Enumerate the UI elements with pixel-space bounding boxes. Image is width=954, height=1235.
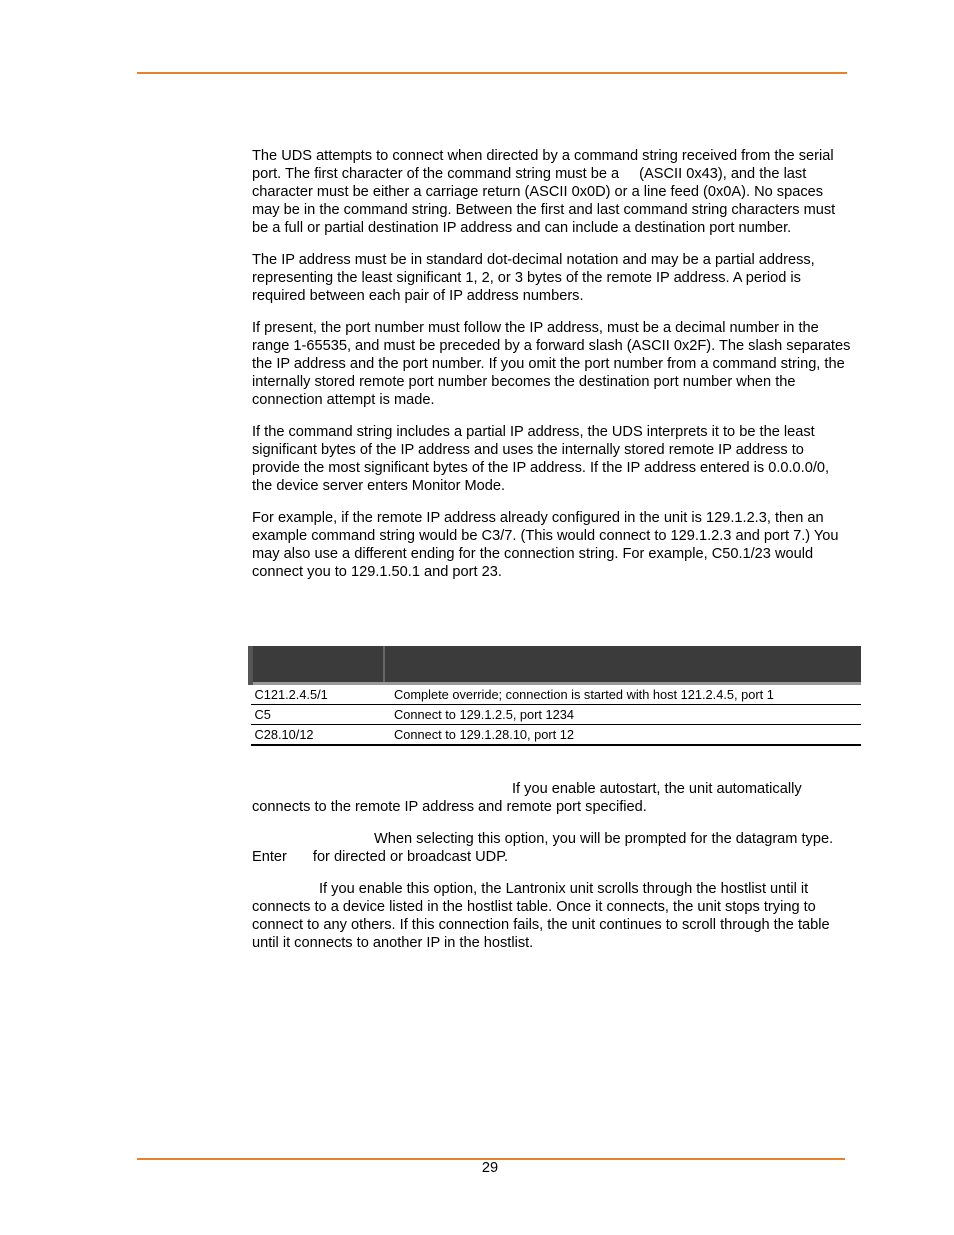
page-number: 29 — [481, 1160, 499, 1176]
paragraph-port-number: If present, the port number must follow the IP address, must be a decimal number in the range 1-65535, and must be preceded by a forward slash (ASCII 0x2F). The slash separates the IP address and the port number. If you omit the port number from a command string, the internally stored remote port number becomes the destination port number when the connection attempt is made. — [252, 320, 851, 408]
table-header-cell — [251, 646, 385, 684]
paragraph-example: For example, if the remote IP address already configured in the unit is 129.1.2.3, then an example command string would be C3/7. (This would connect to 129.1.2.3 and port 7.) You may also use a different ending for the connection string. For example, C50.1/23 would connect you to 129.1.50.1 and port 23. — [252, 510, 839, 580]
paragraph-command-string: The UDS attempts to connect when directed by a command string received from the serial port. The first character of the command string must be a (ASCII 0x43), and the last character must be either a carriage return (ASCII 0x0D) or a line feed (0x0A). No spaces may be in the command string. Between the first and last command string characters must be a full or partial destination IP address and can include a destination port number. — [252, 148, 836, 236]
table-cell-description: Complete override; connection is started with host 121.2.4.5, port 1 — [384, 684, 861, 705]
table-header-cell — [384, 646, 861, 684]
body-text — [252, 147, 852, 595]
table-cell-command: C28.10/12 — [251, 725, 385, 746]
table-header-row — [251, 646, 862, 684]
header-rule — [137, 72, 847, 74]
options-text — [252, 780, 852, 966]
paragraph-partial-ip: If the command string includes a partial IP address, the UDS interprets it to be the least significant bytes of the IP address and uses the internally stored remote IP address to provide the most significant bytes of the IP address. If the IP address entered is 0.0.0.0/0, the device server enters Monitor Mode. — [252, 424, 830, 494]
table-row — [251, 684, 862, 705]
paragraph-ip-address: The IP address must be in standard dot-decimal notation and may be a partial address, representing the least significant 1, 2, or 3 bytes of the remote IP address. A period is required between each pair of IP address numbers. — [252, 252, 815, 304]
table-row — [251, 725, 862, 746]
paragraph-datagram: When selecting this option, you will be prompted for the datagram type. Enter for directed or broadcast UDP. — [252, 831, 834, 865]
table-cell-command: C5 — [251, 705, 385, 725]
paragraph-autostart: If you enable autostart, the unit automatically connects to the remote IP address and remote port specified. — [252, 781, 802, 815]
table-cell-description: Connect to 129.1.28.10, port 12 — [384, 725, 861, 746]
table-cell-description: Connect to 129.1.2.5, port 1234 — [384, 705, 861, 725]
paragraph-hostlist: If you enable this option, the Lantronix unit scrolls through the hostlist until it connects to a device listed in the hostlist table. Once it connects, the unit stops trying to connect to any others. If this connection fails, the unit continues to scroll through the table until it connects to another IP in the hostlist. — [252, 881, 830, 951]
command-examples-table — [248, 646, 861, 746]
table-row — [251, 705, 862, 725]
table-cell-command: C121.2.4.5/1 — [251, 684, 385, 705]
